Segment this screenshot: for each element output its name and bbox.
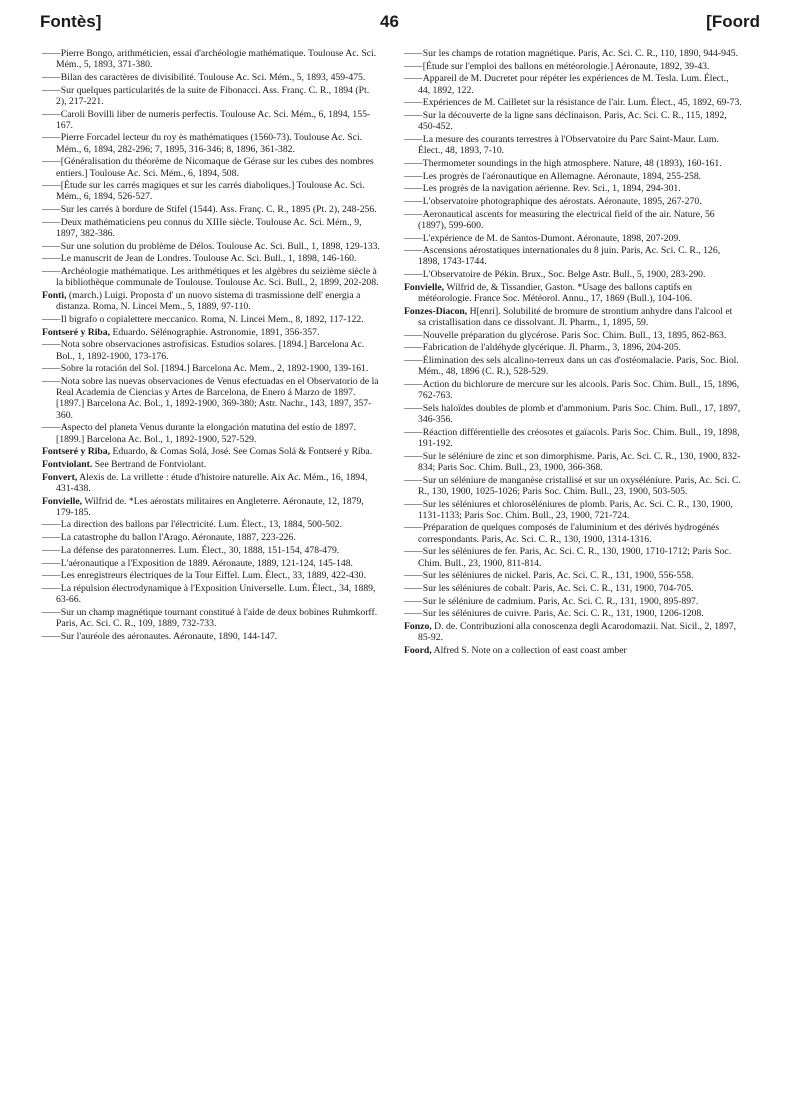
entry-text: Sobre la rotación del Sol. [1894.] Barcelona Ac. Mem., 2, 1892-1900, 139-161. — [60, 363, 369, 375]
bibliography-entry — [42, 85, 380, 107]
entry-text: Les progrès de l'aéronautique en Allemagne. Aéronaute, 1894, 255-258. — [422, 170, 702, 182]
bibliography-entry — [42, 217, 380, 239]
entry-text: L'aéronautique a l'Exposition de 1889. Aéronaute, 1889, 121-124, 145-148. — [60, 557, 353, 569]
entry-text: Nouvelle préparation du glycérose. Paris Soc. Chim. Bull., 13, 1895, 862-863. — [422, 329, 727, 341]
bibliography-entry — [42, 459, 380, 470]
bibliography-entry — [42, 241, 380, 252]
bibliography-entry — [404, 183, 742, 194]
bibliography-entry — [42, 570, 380, 581]
bibliography-entry — [42, 558, 380, 569]
entry-text: Sur le séléniure de zinc et son dimorphisme. Paris, Ac. Sci. C. R., 130, 1900, 832-834; Paris Soc. Chim. Bull., 23, 1900, 366-368. — [418, 450, 741, 473]
entry-text: La catastrophe du ballon l'Arago. Aéronaute, 1887, 223-226. — [60, 532, 296, 544]
entry-text: Nota sobre las nuevas observaciones de Venus efectuadas en el Observatorio de la Real Academia de Ciencias y Artes de Barcelona, de Enero á Marzo de 1897. [1897.] Barcelona Ac. Bol., 1, 1892-1900, 369-380; Astr. Nachr., 143, 1897, 357-360. — [56, 375, 379, 421]
bibliography-entry — [404, 233, 742, 244]
bibliography-entry — [404, 48, 742, 59]
entry-text: Sur le séléniure de cadmium. Paris, Ac. Sci. C. R., 131, 1900, 895-897. — [422, 595, 699, 607]
entry-text: Les enregistreurs électriques de la Tour Eiffel. Lum. Élect., 33, 1889, 422-430. — [60, 570, 366, 582]
entry-text: Sels haloïdes doubles de plomb et d'ammonium. Paris Soc. Chim. Bull., 17, 1897, 346-356. — [418, 402, 741, 426]
entry-text: Réaction différentielle des créosotes et gaïacols. Paris Soc. Chim. Bull., 19, 1898, 191-192. — [418, 426, 740, 449]
bibliography-entry — [404, 306, 742, 328]
entry-text: Sur les champs de rotation magnétique. Paris, Ac. Sci. C. R., 110, 1890, 944-945. — [422, 48, 739, 59]
entry-author: Fonvert, — [42, 471, 78, 483]
entry-text: Deux mathématiciens peu connus du XIIIe siècle. Toulouse Ac. Sci. Mém., 9, 1897, 382-386. — [56, 216, 362, 240]
bibliography-entry — [42, 132, 380, 154]
bibliography-entry — [404, 196, 742, 207]
entry-text: Sur une solution du problème de Délos. Toulouse Ac. Sci. Bull., 1, 1898, 129-133. — [60, 240, 380, 252]
entry-author: Fonti, — [42, 290, 67, 302]
entry-text: Caroli Bovilli liber de numeris perfectis. Toulouse Ac. Sci. Mém., 6, 1894, 155-167. — [56, 108, 371, 131]
bibliography-entry — [404, 570, 742, 581]
entry-text: Élimination des sels alcalino-terreux dans un cas d'ostéomalacie. Paris, Soc. Biol. Mém., 48, 1896 (C. R.), 528-529. — [418, 355, 739, 378]
entry-text: Sur quelques particularités de la suite de Fibonacci. Ass. Franç. C. R., 1894 (Pt. 2), 217-221. — [56, 84, 370, 107]
bibliography-entry — [42, 290, 380, 312]
bibliography-entry — [42, 180, 380, 202]
bibliography-entry — [404, 209, 742, 231]
bibliography-entry — [404, 61, 742, 72]
bibliography-entry — [42, 607, 380, 629]
bibliography-entry — [404, 282, 742, 304]
entry-author: Fontseré y Riba, — [42, 446, 111, 458]
bibliography-entry — [404, 158, 742, 169]
entry-text: H[enri]. Solubilité de bromure de strontium anhydre dans l'alcool et sa cristallisation dans ce dissolvant. Jl. Pharm., 1, 1895, 59. — [418, 305, 733, 328]
entry-text: [Généralisation du théorème de Nicomaque de Gérase sur les cubes des nombres entiers.] Toulouse Ac. Sci. Mém., 6, 1894, 508. — [56, 156, 374, 179]
entry-text: Alexis de. La vrillette : étude d'histoire naturelle. Aix Ac. Mém., 16, 1894, 431-438. — [56, 471, 368, 494]
bibliography-entry — [404, 621, 742, 643]
bibliography-entry — [404, 73, 742, 95]
entry-text: Wilfrid de, & Tissandier, Gaston. *Usage des ballons captifs en météorologie. France Soc. Météorol. Annu., 17, 1869 (Bull.), 104-106. — [418, 281, 693, 305]
bibliography-entry — [42, 583, 380, 605]
entry-text: Sur un séléniure de manganèse cristallisé et sur un oxyséléniure. Paris, Ac. Sci. C. R., 130, 1900, 1025-1026; Paris Soc. Chim. Bull., 23, 1900, 503-505. — [418, 474, 741, 497]
entry-author: Fonzes-Diacon, — [404, 305, 468, 317]
entry-text: La répulsion électrodynamique à l'Exposition Universelle. Lum. Élect., 34, 1889, 63-66. — [56, 582, 376, 606]
bibliography-entry — [404, 522, 742, 544]
entry-text: Alfred S. Note on a collection of east coast amber — [431, 644, 627, 656]
entry-text: [Étude sur les carrés magiques et sur les carrés diaboliques.] Toulouse Ac. Sci. Mém., 6, 1894, 526-527. — [56, 180, 365, 203]
entry-text: Il bigrafo o copialettere meccanico. Roma, N. Lincei Mem., 8, 1892, 117-122. — [60, 313, 364, 325]
entry-author: Fontviolant. — [42, 458, 93, 470]
header-left: Fontès] — [40, 12, 102, 31]
entry-text: Nota sobre observaciones astrofísicas. Estudios solares. [1894.] Barcelona Ac. Bol., 1, 1892-1900, 173-176. — [56, 339, 365, 362]
bibliography-entry — [404, 171, 742, 182]
entry-text: Aspecto del planeta Venus durante la elongación matutina del estío de 1897. [1899.] Barcelona Ac. Bol., 1, 1892-1900, 527-529. — [56, 422, 356, 445]
entry-text: Expériences de M. Cailletet sur la résistance de l'air. Lum. Élect., 45, 1892, 69-73. — [422, 97, 742, 109]
entry-text: Eduardo, & Comas Solá, José. See Comas Solá & Fontseré y Riba. — [110, 446, 373, 458]
bibliography-entry — [42, 314, 380, 325]
entry-text: Thermometer soundings in the high atmosphere. Nature, 48 (1893), 160-161. — [422, 157, 722, 169]
bibliography-entry — [42, 446, 380, 457]
entry-text: Aeronautical ascents for measuring the electrical field of the air. Nature, 56 (1897), 599-600. — [418, 208, 715, 231]
entry-text: Sur un champ magnétique tournant constitué à l'aide de deux bobines Ruhmkorff. Paris, Ac. Sci. C. R., 109, 1889, 732-733. — [56, 606, 378, 630]
entry-text: Ascensions aérostatiques internationales du 8 juin. Paris, Ac. Sci. C. R., 126, 1898, 1743-1744. — [418, 245, 721, 268]
bibliography-entry — [404, 499, 742, 521]
entry-text: Fabrication de l'aldéhyde glycérique. Jl. Pharm., 3, 1896, 204-205. — [422, 342, 681, 354]
entry-text: Sur l'auréole des aéronautes. Aéronaute, 1890, 144-147. — [60, 630, 278, 642]
bibliography-entry — [42, 363, 380, 374]
entry-text: Le manuscrit de Jean de Londres. Toulouse Ac. Sci. Bull., 1, 1898, 146-160. — [60, 253, 357, 265]
header-right: [Foord — [706, 12, 760, 31]
bibliography-entry — [404, 134, 742, 156]
bibliography-entry — [404, 355, 742, 377]
bibliography-entry — [42, 266, 380, 288]
entry-author: Fonvielle, — [42, 495, 83, 507]
entry-text: Sur les séléniures et chloroséléniures de plomb. Paris, Ac. Sci. C. R., 130, 1900, 1131-1133; Paris Soc. Chim. Bull., 23, 1900, 721-724. — [418, 498, 733, 521]
bibliography-entry — [42, 631, 380, 642]
bibliography-entry — [42, 327, 380, 338]
entry-text: (march.) Luigi. Proposta d' un nuovo sistema di trasmissione dell' energia a distanza. Roma, N. Lincei Mem., 5, 1889, 97-110. — [56, 290, 361, 313]
bibliography-entry — [42, 376, 380, 421]
bibliography-entry — [42, 496, 380, 518]
bibliography-entry — [404, 546, 742, 568]
bibliography-entry — [404, 330, 742, 341]
entry-text: La direction des ballons par l'électricité. Lum. Élect., 13, 1884, 500-502. — [60, 519, 343, 531]
entry-text: Eduardo. Sélénographie. Astronomie, 1891, 356-357. — [110, 326, 320, 338]
entry-author: Fonzo, — [404, 621, 432, 633]
entry-text: Bilan des caractères de divisibilité. Toulouse Ac. Sci. Mém., 5, 1893, 459-475. — [60, 71, 366, 83]
bibliography-entry — [42, 253, 380, 264]
bibliography-entry — [42, 109, 380, 131]
entry-text: Appareil de M. Ducretet pour répéter les expériences de M. Tesla. Lum. Élect., 44, 1892, 122. — [418, 73, 729, 96]
entry-text: See Bertrand de Fontviolant. — [92, 458, 207, 470]
entry-text: La mesure des courants terrestres à l'Observatoire du Parc Saint-Maur. Lum. Élect., 48, 1893, 7-10. — [418, 133, 719, 157]
bibliography-entry — [404, 245, 742, 267]
bibliography-entry — [404, 596, 742, 607]
entry-text: Archéologie mathématique. Les arithmétiques et les algèbres du seizième siècle à la bibliothèque communale de Toulouse. Toulouse Ac. Sci. Bull., 2, 1899, 202-208. — [56, 266, 379, 289]
entry-text: Pierre Bongo, arithméticien, essai d'archéologie mathématique. Toulouse Ac. Sci. Mém., 5, 1893, 371-380. — [56, 48, 377, 71]
bibliography-entry — [42, 545, 380, 556]
bibliography-entry — [404, 110, 742, 132]
entry-text: Wilfrid de. *Les aérostats militaires en Angleterre. Aéronaute, 12, 1879, 179-185. — [56, 495, 364, 518]
entry-text: L'expérience de M. de Santos-Dumont. Aéronaute, 1898, 207-209. — [422, 232, 681, 244]
page-number: 46 — [380, 12, 399, 31]
entry-text: Sur les séléniures de fer. Paris, Ac. Sci. C. R., 130, 1900, 1710-1712; Paris Soc. Chim. Bull., 23, 1900, 811-814. — [418, 546, 732, 569]
entry-text: D. de. Contribuzioni alla conoscenza degli Acarodomazii. Nat. Sicil., 2, 1897, 85-92. — [418, 621, 736, 644]
left-column — [42, 48, 380, 643]
bibliography-entry — [404, 645, 742, 656]
entry-text: Sur la découverte de la ligne sans déclinaison. Paris, Ac. Sci. C. R., 115, 1892, 450-452. — [418, 110, 727, 133]
bibliography-entry — [42, 519, 380, 530]
entry-text: Action du bichlorure de mercure sur les alcools. Paris Soc. Chim. Bull., 15, 1896, 762-763. — [418, 378, 740, 402]
entry-text: Sur les séléniures de cuivre. Paris, Ac. Sci. C. R., 131, 1900, 1206-1208. — [422, 608, 704, 620]
bibliography-entry — [42, 422, 380, 444]
bibliography-entry — [404, 451, 742, 473]
page-header — [40, 0, 780, 36]
entry-text: L'Observatoire de Pékin. Brux., Soc. Belge Astr. Bull., 5, 1900, 283-290. — [422, 269, 706, 281]
bibliography-entry — [42, 339, 380, 361]
bibliography-entry — [42, 532, 380, 543]
bibliography-entry — [404, 269, 742, 280]
entry-text: Les progrès de la navigation aérienne. Rev. Sci., 1, 1894, 294-301. — [422, 183, 681, 195]
bibliography-entry — [42, 472, 380, 494]
entry-text: Sur les séléniures de nickel. Paris, Ac. Sci. C. R., 131, 1900, 556-558. — [422, 570, 694, 582]
entry-author: Fonvielle, — [404, 281, 445, 293]
bibliography-entry — [42, 156, 380, 178]
bibliography-entry — [42, 204, 380, 215]
bibliography-entry — [404, 403, 742, 425]
entry-text: Préparation de quelques composés de l'aluminium et des dérivés hydrogénés correspondants. Paris, Ac. Sci. C. R., 130, 1900, 1314-1316. — [418, 522, 720, 545]
entry-text: Pierre Forcadel lecteur du roy ès mathématiques (1560-73). Toulouse Ac. Sci. Mém., 6, 1894, 282-296; 7, 1895, 316-346; 8, 1896, 361-382. — [56, 132, 363, 155]
bibliography-entry — [42, 48, 380, 70]
entry-text: L'observatoire photographique des aérostats. Aéronaute, 1895, 267-270. — [422, 195, 702, 207]
bibliography-entry — [404, 475, 742, 497]
entry-text: La défense des paratonnerres. Lum. Élect., 30, 1888, 151-154, 478-479. — [60, 544, 340, 556]
entry-text: [Étude sur l'emploi des ballons en météorologie.] Aéronaute, 1892, 39-43. — [422, 60, 710, 72]
entry-author: Foord, — [404, 644, 432, 656]
right-column — [404, 48, 742, 658]
bibliography-entry — [404, 583, 742, 594]
bibliography-entry — [404, 608, 742, 619]
bibliography-entry — [404, 379, 742, 401]
entry-text: Sur les carrés à bordure de Stifel (1544). Ass. Franç. C. R., 1895 (Pt. 2), 248-256. — [60, 204, 377, 216]
bibliography-entry — [42, 72, 380, 83]
bibliography-entry — [404, 97, 742, 108]
entry-text: Sur les séléniures de cobalt. Paris, Ac. Sci. C. R., 131, 1900, 704-705. — [422, 582, 694, 594]
bibliography-entry — [404, 342, 742, 353]
bibliography-entry — [404, 427, 742, 449]
entry-author: Fontseré y Riba, — [42, 326, 111, 338]
